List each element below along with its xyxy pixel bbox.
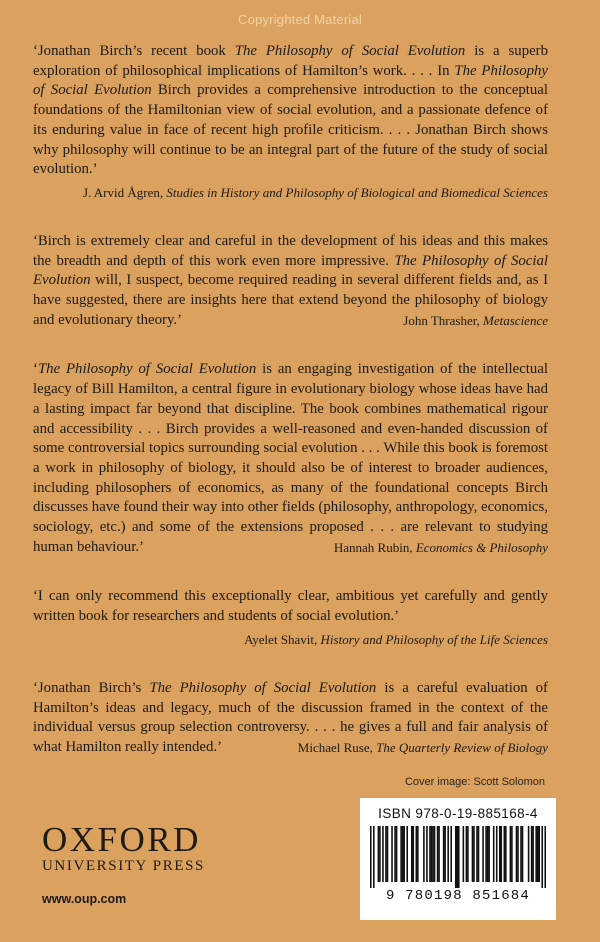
quote-text: ‘ — [33, 361, 38, 378]
barcode-bar — [493, 826, 495, 882]
barcode-bar — [379, 826, 381, 882]
quote-text: The Philosophy of Social Evolution — [33, 252, 548, 289]
review-thrasher — [33, 232, 548, 331]
review-ruse — [33, 679, 548, 758]
barcode-bar — [434, 826, 436, 882]
barcode-bar — [431, 826, 433, 882]
quote-text: ‘Jonathan Birch’s — [33, 679, 150, 696]
barcode-bar — [538, 826, 540, 882]
barcode-bar — [458, 826, 460, 888]
barcode-bar — [488, 826, 490, 882]
review-quote — [33, 232, 548, 331]
barcode-bar — [423, 826, 425, 882]
review-source: Studies in History and Philosophy of Biological and Biomedical Sciences — [166, 184, 548, 200]
barcode-bar — [485, 826, 487, 882]
barcode-bar — [438, 826, 440, 882]
barcode-bar — [378, 826, 380, 882]
barcode-bars — [370, 826, 546, 888]
quote-text: The Philosophy of Social Evolution — [33, 62, 548, 99]
barcode-bar — [516, 826, 518, 882]
barcode-bar — [429, 826, 431, 882]
review-author: John Thrasher — [403, 312, 477, 328]
barcode-bar — [510, 826, 512, 882]
quote-text: is an engaging investigation of the intellectual legacy of Bill Hamilton, a central figure in evolutionary biology whose ideas have had a lasting impact far beyond that discipline. The book combines mathematical rigour and accessibility . . . Birch provides a well-reasoned and even-handed discussion of some controversial topics surrounding social evolution . . . While this book is foremost a work in philosophy of biology, it should also be of interest to broader audiences, including philosophers of economics, as many of the foundational concepts Birch discusses have found their way into other fields (philosophy, anthropology, economics, sociology, etc.) and some of the extensions proposed . . . are relevant to studying human behaviour.’ — [33, 361, 548, 555]
review-source: Metascience — [483, 312, 548, 328]
quote-text: The Philosophy of Social Evolution — [37, 361, 257, 378]
barcode-bar — [532, 826, 534, 882]
barcode-bar — [411, 826, 413, 882]
barcode-bar — [432, 826, 434, 882]
barcode-bar — [391, 826, 393, 882]
barcode-bar — [467, 826, 469, 882]
barcode-bar — [402, 826, 404, 882]
barcode-bar — [535, 826, 537, 882]
review-quote — [33, 679, 548, 758]
barcode-bar — [522, 826, 524, 882]
barcode-bar — [412, 826, 414, 882]
cover-image-credit: Cover image: Scott Solomon — [404, 776, 545, 788]
barcode-bar — [478, 826, 480, 882]
review-attribution: Michael Ruse, The Quarterly Review of Biology — [297, 739, 548, 755]
barcode-bar — [426, 826, 428, 882]
quote-text: ‘Birch is extremely clear and careful in the development of his ideas and this makes the breadth and depth of this work even more impressive. — [33, 232, 548, 269]
barcode-bar — [455, 826, 457, 888]
barcode-bar — [396, 826, 398, 882]
barcode-bar — [387, 826, 389, 882]
barcode-bar — [499, 826, 501, 882]
review-rubin — [33, 360, 548, 557]
quote-text: ‘I can only recommend this exceptionally clear, ambitious yet carefully and gently written book for researchers and students of social evolution.’ — [33, 588, 548, 625]
barcode-bar — [400, 826, 402, 882]
quote-text: The Philosophy of Social Evolution — [149, 679, 377, 696]
isbn-barcode — [360, 798, 556, 920]
review-author: Ayelet Shavit — [244, 631, 315, 647]
review-attribution: Ayelet Shavit, History and Philosophy of the Life Sciences — [244, 631, 548, 647]
review-attribution: John Thrasher, Metascience — [403, 312, 548, 328]
barcode-digits: 9 780198 851684 — [385, 888, 531, 904]
isbn-label: ISBN 978-0-19-885168-4 — [378, 806, 538, 821]
barcode-bar — [528, 826, 530, 882]
review-attribution: J. Arvid Ågren, Studies in History and Philosophy of Biological and Biomedical Sciences — [82, 184, 548, 200]
review-attribution: Hannah Rubin, Economics & Philosophy — [333, 539, 548, 555]
publisher-logo-subline: UNIVERSITY PRESS — [42, 858, 205, 874]
review-agren — [33, 42, 548, 202]
barcode-bar — [500, 826, 502, 882]
review-author: J. Arvid Ågren — [82, 184, 160, 200]
barcode-bar — [544, 826, 546, 888]
review-author: Michael Ruse — [297, 739, 370, 755]
barcode-bar — [373, 826, 375, 888]
barcode-bar — [531, 826, 533, 882]
publisher-logo-oxford: OXFORD — [42, 820, 201, 859]
barcode-bar — [394, 826, 396, 882]
barcode-bar — [385, 826, 387, 882]
review-source: Economics & Philosophy — [415, 539, 548, 555]
review-author: Hannah Rubin — [333, 539, 410, 555]
barcode-bar — [382, 826, 384, 882]
barcode-bar — [511, 826, 513, 882]
barcode-bar — [463, 826, 465, 882]
barcode-bar — [370, 826, 372, 888]
barcode-bar — [444, 826, 446, 882]
barcode-bar — [406, 826, 408, 882]
barcode-bar — [403, 826, 405, 882]
quote-text: Birch provides a comprehensive introduction to the conceptual foundations of the Hamiltonian view of social evolution, and a passionate defence of its enduring value in face of recent high profile criticism. . . . Jonathan Birch shows why philosophy will continue to be an integral part of the future of the study of social evolution.’ — [33, 82, 548, 178]
barcode-bar — [520, 826, 522, 882]
quote-text: is a superb exploration of philosophical implications of Hamilton’s work. . . . In — [33, 43, 548, 79]
barcode-bar — [537, 826, 539, 882]
review-quote — [33, 360, 548, 557]
quote-text: is a careful evaluation of Hamilton’s ideas and legacy, much of the discussion framed in the context of the individual versus group selection controversy. . . . he gives a full and fair analysis of what Hamilton really intended.’ — [33, 679, 548, 755]
reviews-section — [33, 42, 548, 758]
barcode-bar — [541, 826, 543, 888]
review-source: History and Philosophy of the Life Sciences — [320, 631, 548, 647]
barcode-bar — [517, 826, 519, 882]
copyright-watermark: Copyrighted Material — [238, 12, 362, 27]
barcode-bar — [466, 826, 468, 882]
quote-text: will, I suspect, become required reading in several different fields and, as I have suggested, there are insights here that extend beyond the philosophy of biology and evolutionary theory.’ — [33, 272, 548, 328]
barcode-bar — [487, 826, 489, 882]
barcode-bar — [482, 826, 484, 882]
barcode-bar — [416, 826, 418, 882]
barcode-bar — [417, 826, 419, 882]
review-source: The Quarterly Review of Biology — [376, 739, 548, 755]
barcode-bar — [447, 826, 449, 882]
barcode-bar — [472, 826, 474, 882]
quote-text: ‘Jonathan Birch’s recent book — [33, 43, 235, 59]
review-shavit — [33, 587, 548, 648]
barcode-bar — [443, 826, 445, 882]
barcode-bar — [504, 826, 506, 882]
review-quote — [33, 42, 548, 180]
barcode-bar — [505, 826, 507, 882]
barcode-bar — [456, 826, 458, 888]
review-quote — [33, 587, 548, 626]
publisher-url: www.oup.com — [42, 892, 127, 906]
barcode-bar — [450, 826, 452, 882]
barcode-bar — [437, 826, 439, 882]
quote-text: The Philosophy of Social Evolution — [234, 43, 466, 59]
barcode-bar — [473, 826, 475, 882]
barcode-bar — [476, 826, 478, 882]
barcode-bar — [496, 826, 498, 882]
